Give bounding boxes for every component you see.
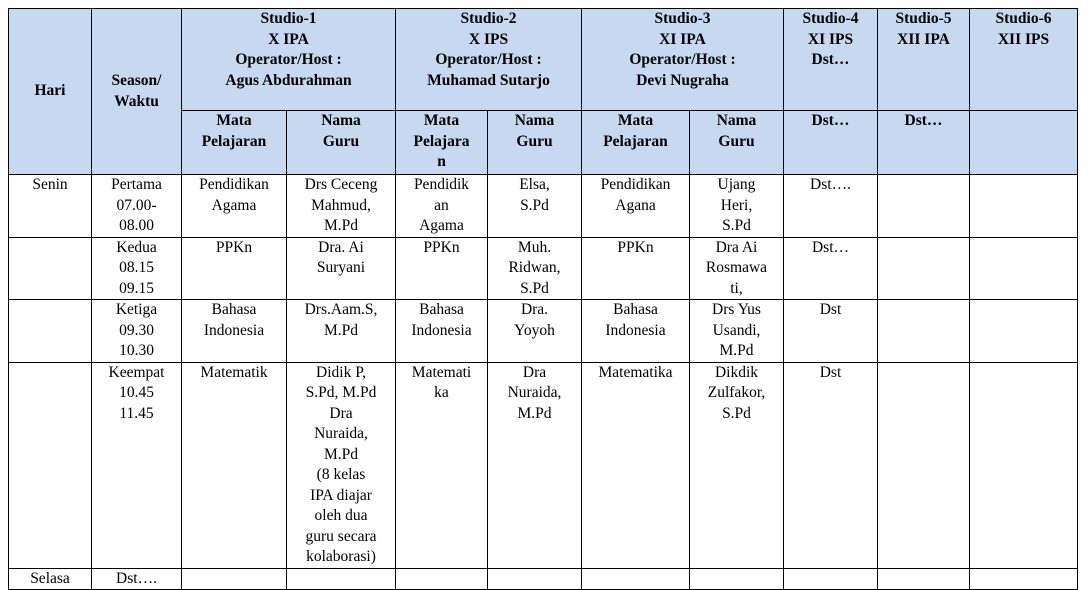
header-studio-1-mapel: Mata Pelajaran	[182, 111, 287, 175]
header-studio-3-mapel: Mata Pelajaran	[582, 111, 690, 175]
cell-studio-1-mapel: PPKn	[182, 237, 287, 300]
header-studio-1-guru: Nama Guru	[287, 111, 396, 175]
schedule-table	[8, 8, 1078, 590]
header-season-waktu: Season/ Waktu	[92, 9, 182, 175]
header-studio-2-mapel: Mata Pelajara n	[396, 111, 488, 175]
header-row-studios	[9, 9, 1078, 111]
cell-hari	[9, 237, 92, 300]
cell-studio-5	[878, 237, 970, 300]
cell-studio-3-mapel: Matematika	[582, 362, 690, 568]
header-studio-5: Studio-5 XII IPA	[878, 9, 970, 111]
cell-studio-5	[878, 300, 970, 363]
cell-studio-2-mapel: PPKn	[396, 237, 488, 300]
cell-waktu: Dst….	[92, 568, 182, 590]
cell-studio-3-mapel: PPKn	[582, 237, 690, 300]
cell-studio-5	[878, 362, 970, 568]
cell-studio-4	[784, 568, 878, 590]
header-studio-4-sub: Dst…	[784, 111, 878, 175]
cell-studio-1-mapel: Pendidikan Agama	[182, 175, 287, 238]
cell-studio-2-guru: Muh. Ridwan, S.Pd	[488, 237, 582, 300]
cell-studio-1-guru: Drs.Aam.S, M.Pd	[287, 300, 396, 363]
cell-studio-1-guru: Drs Ceceng Mahmud, M.Pd	[287, 175, 396, 238]
header-studio-6-sub	[970, 111, 1078, 175]
cell-studio-1-guru: Didik P, S.Pd, M.Pd Dra Nuraida, M.Pd (8 kelas IPA diajar oleh dua guru secara kolaborasi)	[287, 362, 396, 568]
cell-studio-3-guru: Drs Yus Usandi, M.Pd	[690, 300, 784, 363]
table-row	[9, 362, 1078, 568]
cell-studio-1-guru	[287, 568, 396, 590]
cell-studio-1-mapel: Bahasa Indonesia	[182, 300, 287, 363]
cell-hari	[9, 362, 92, 568]
cell-studio-2-mapel	[396, 568, 488, 590]
cell-studio-1-mapel	[182, 568, 287, 590]
cell-studio-5	[878, 175, 970, 238]
cell-studio-3-mapel: Pendidikan Agana	[582, 175, 690, 238]
header-studio-2: Studio-2 X IPS Operator/Host : Muhamad Sutarjo	[396, 9, 582, 111]
table-row	[9, 300, 1078, 363]
cell-waktu: Keempat 10.45 11.45	[92, 362, 182, 568]
cell-hari	[9, 300, 92, 363]
cell-studio-5	[878, 568, 970, 590]
cell-studio-2-guru: Dra Nuraida, M.Pd	[488, 362, 582, 568]
header-studio-3: Studio-3 XI IPA Operator/Host : Devi Nugraha	[582, 9, 784, 111]
cell-studio-2-guru	[488, 568, 582, 590]
header-studio-2-guru: Nama Guru	[488, 111, 582, 175]
cell-studio-6	[970, 237, 1078, 300]
table-row	[9, 237, 1078, 300]
cell-waktu: Pertama 07.00- 08.00	[92, 175, 182, 238]
header-hari: Hari	[9, 9, 92, 175]
cell-studio-4: Dst	[784, 300, 878, 363]
cell-studio-2-mapel: Pendidik an Agama	[396, 175, 488, 238]
cell-studio-4: Dst…	[784, 237, 878, 300]
cell-studio-1-mapel: Matematik	[182, 362, 287, 568]
header-studio-3-guru: Nama Guru	[690, 111, 784, 175]
cell-studio-2-guru: Dra. Yoyoh	[488, 300, 582, 363]
cell-studio-1-guru: Dra. Ai Suryani	[287, 237, 396, 300]
cell-hari: Selasa	[9, 568, 92, 590]
cell-studio-2-guru: Elsa, S.Pd	[488, 175, 582, 238]
table-row	[9, 568, 1078, 590]
cell-studio-3-guru: Ujang Heri, S.Pd	[690, 175, 784, 238]
table-row	[9, 175, 1078, 238]
cell-studio-3-guru: Dra Ai Rosmawa ti,	[690, 237, 784, 300]
header-studio-1: Studio-1 X IPA Operator/Host : Agus Abdurahman	[182, 9, 396, 111]
cell-studio-4: Dst	[784, 362, 878, 568]
cell-studio-3-mapel: Bahasa Indonesia	[582, 300, 690, 363]
cell-studio-3-guru: Dikdik Zulfakor, S.Pd	[690, 362, 784, 568]
cell-studio-2-mapel: Bahasa Indonesia	[396, 300, 488, 363]
cell-waktu: Kedua 08.15 09.15	[92, 237, 182, 300]
header-studio-6: Studio-6 XII IPS	[970, 9, 1078, 111]
cell-studio-6	[970, 300, 1078, 363]
cell-studio-3-guru	[690, 568, 784, 590]
cell-studio-3-mapel	[582, 568, 690, 590]
cell-studio-6	[970, 362, 1078, 568]
cell-studio-6	[970, 175, 1078, 238]
cell-studio-6	[970, 568, 1078, 590]
header-studio-5-sub: Dst…	[878, 111, 970, 175]
cell-studio-4: Dst….	[784, 175, 878, 238]
header-studio-4: Studio-4 XI IPS Dst…	[784, 9, 878, 111]
cell-waktu: Ketiga 09.30 10.30	[92, 300, 182, 363]
cell-studio-2-mapel: Matemati ka	[396, 362, 488, 568]
cell-hari: Senin	[9, 175, 92, 238]
